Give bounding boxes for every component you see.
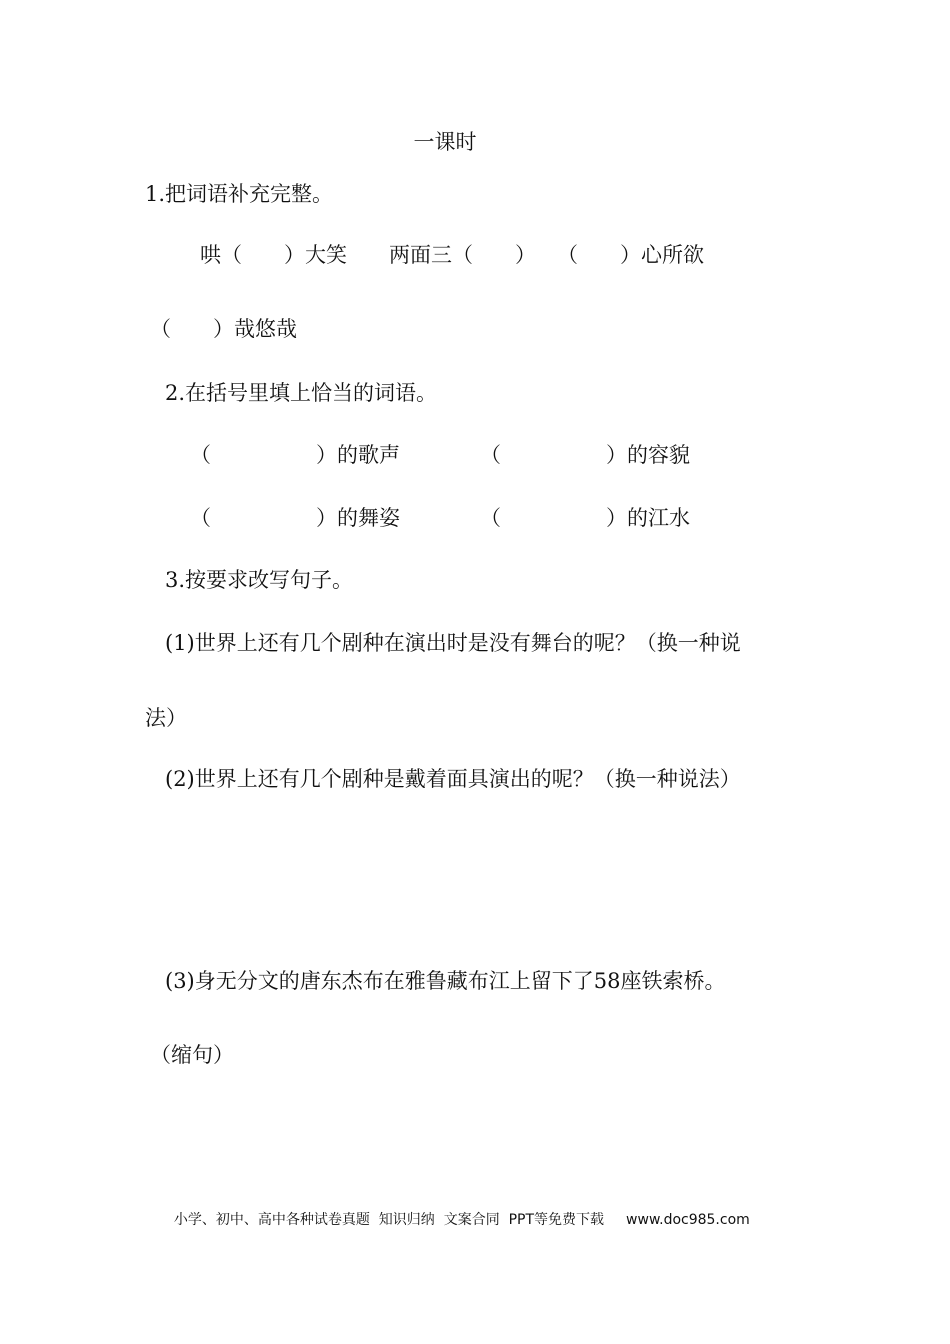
question-3-sentence-1-line-1: (1)世界上还有几个剧种在演出时是没有舞台的呢？（换一种说: [165, 631, 741, 655]
question-3-sentence-2: (2)世界上还有几个剧种是戴着面具演出的呢？（换一种说法）: [165, 767, 741, 791]
question-3-sentence-3-line-1: (3)身无分文的唐东杰布在雅鲁藏布江上留下了58座铁索桥。: [165, 969, 726, 993]
page-title: 一课时: [413, 130, 477, 154]
question-2-blank-dance: （ ）的舞姿: [190, 506, 400, 530]
question-3-heading: 3.按要求改写句子。: [165, 568, 354, 592]
question-1-words-row-2: （ ）哉悠哉: [150, 317, 297, 341]
question-2-blank-river: （ ）的江水: [480, 506, 690, 530]
question-2-blank-appearance: （ ）的容貌: [480, 443, 690, 467]
question-1-words-row-1: 哄（ ）大笑 两面三（ ） （ ）心所欲: [200, 243, 704, 267]
question-1-heading: 1.把词语补充完整。: [145, 182, 334, 206]
question-3-sentence-3-line-2: （缩句）: [150, 1043, 234, 1067]
footer-site-link[interactable]: www.doc985.com: [626, 1212, 750, 1228]
question-2-heading: 2.在括号里填上恰当的词语。: [165, 381, 438, 405]
question-2-blank-singing: （ ）的歌声: [190, 443, 400, 467]
footer-text: 小学、初中、高中各种试卷真题 知识归纳 文案合同 PPT等免费下载: [173, 1212, 605, 1228]
footer: [165, 1190, 750, 1230]
question-3-sentence-1-line-2: 法）: [145, 706, 187, 730]
